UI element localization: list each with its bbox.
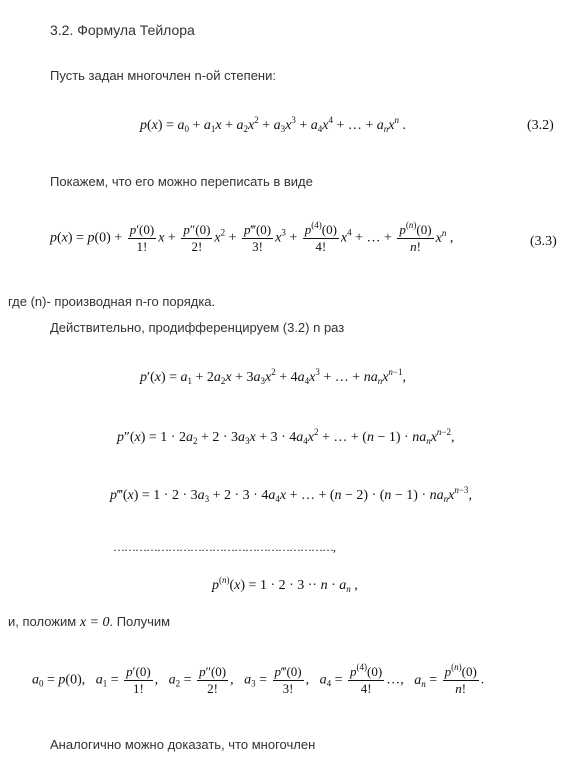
equation-third-derivative: p‴(x) = $1 \cdot 2 \cdot 3a_3 + 2 \cdot 3 \cdot 4a_4x$ + … + $(n - 2) \cdot (n - 1) \cdot na_nx^{n-3}$, bbox=[110, 485, 472, 504]
paragraph-differentiate: Действительно, продифференцируем (3.2) n раз bbox=[50, 320, 345, 335]
equation-3-2: $p(x) = a_0 + a_1x + a_2x^2 + a_3x^3 + a_4x^4$ + … + $a_nx^n$ . bbox=[140, 115, 406, 134]
paragraph-set-x-zero bbox=[8, 614, 170, 631]
fraction: $\frac{p^{(n)}(0)}{n!}$ bbox=[444, 662, 477, 696]
equation-3-3: p(x) = p(0) + $\frac{p'(0)}{1!}$ x + $\frac{p''(0)}{2!}$ $x^2$ + $\frac{p‴(0)}{3!}$ $x^3$ + $\frac{p^{(4)}(0)}{4!}$ $x^4$ + … + $\frac{p^{(n)}(0)}{n!}$ $x^n$ , bbox=[50, 220, 454, 254]
fraction: $\frac{p‴(0)}{3!}$ bbox=[244, 222, 272, 254]
fraction: $\frac{p''(0)}{2!}$ bbox=[183, 222, 211, 254]
fraction: $\frac{p^{(4)}(0)}{4!}$ bbox=[304, 220, 337, 254]
fraction: $\frac{p^{(n)}(0)}{n!}$ bbox=[399, 220, 432, 254]
paragraph-derivative-note: где (n)- производная n-го порядка. bbox=[8, 294, 216, 309]
ellipsis-line: ……………………………………………………, bbox=[113, 540, 335, 554]
paragraph-rewrite: Покажем, что его можно переписать в виде bbox=[50, 174, 313, 189]
fraction: $\frac{p^{(4)}(0)}{4!}$ bbox=[350, 662, 383, 696]
x-equals-zero: x = 0 bbox=[79, 615, 110, 630]
equation-nth-derivative: $p^{(n)}(x) = 1 \cdot 2 \cdot 3 \cdot\cdot n \cdot a_n$ , bbox=[212, 575, 358, 594]
fraction: $\frac{p'(0)}{1!}$ bbox=[129, 222, 155, 254]
paragraph-set-x-zero-suffix: . Получим bbox=[109, 614, 171, 629]
equation-first-derivative: $p'(x) = a_1 + 2a_2x + 3a_3x^2 + 4a_4x^3$ + … + $na_nx^{n-1}$, bbox=[140, 367, 406, 386]
paragraph-set-x-zero-prefix: и, положим bbox=[8, 614, 77, 629]
paragraph-polynomial-intro: Пусть задан многочлен n-ой степени: bbox=[50, 68, 276, 83]
fraction: $\frac{p''(0)}{2!}$ bbox=[199, 664, 227, 696]
equation-second-derivative: $p''(x) = 1 \cdot 2a_2 + 2 \cdot 3a_3x + 3 \cdot 4a_4x^2$ + … + $(n - 1) \cdot na_nx^{n-2}$, bbox=[117, 427, 455, 446]
paragraph-analogous: Аналогично можно доказать, что многочлен bbox=[50, 737, 316, 752]
section-title: 3.2. Формула Тейлора bbox=[50, 22, 195, 38]
fraction: $\frac{p'(0)}{1!}$ bbox=[126, 664, 151, 696]
equation-number-3-2: (3.2) bbox=[527, 118, 554, 133]
equation-coefficients: $a_0 = p(0)$, $a_1$ = $\frac{p'(0)}{1!}$ , $a_2$ = $\frac{p''(0)}{2!}$ , $a_3$ = $\frac{p‴(0)}{3!}$ , $a_4$ = $\frac{p^{(4)}(0)}{4!}$ …, $a_n$ = $\frac{p^{(n)}(0)}{n!}$ . bbox=[32, 662, 485, 696]
equation-number-3-3: (3.3) bbox=[530, 234, 557, 249]
fraction: $\frac{p‴(0)}{3!}$ bbox=[274, 664, 302, 696]
